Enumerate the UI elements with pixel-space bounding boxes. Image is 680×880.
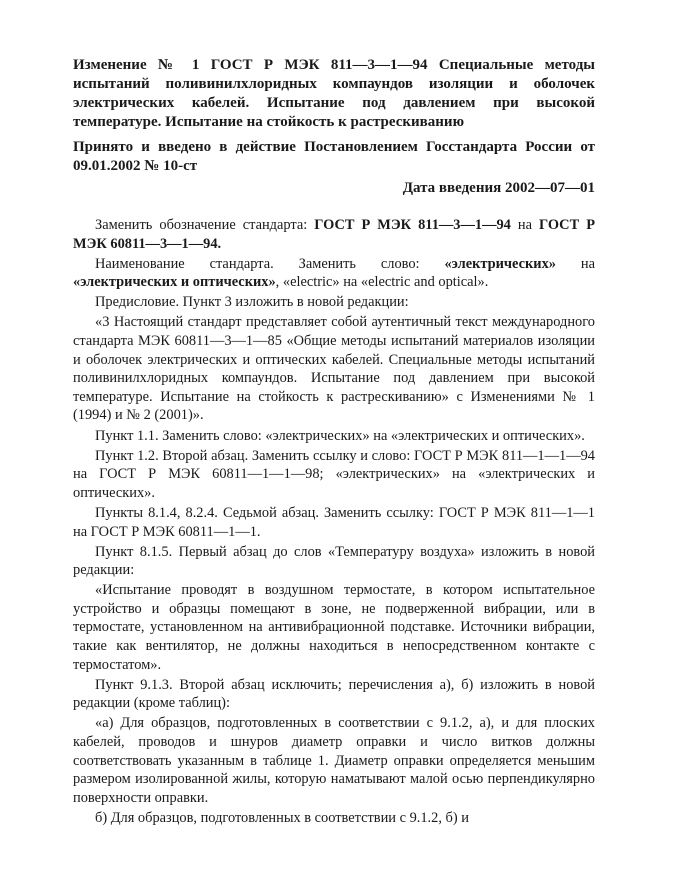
text-run: на bbox=[510, 217, 540, 233]
paragraph-clause-1-2: Пункт 1.2. Второй абзац. Заменить ссылку и слово: ГОСТ Р МЭК 811—1—1—94 на ГОСТ Р МЭК 60811—1—1—98; «электрических» на «электрических и оптических». bbox=[73, 447, 595, 501]
paragraph-foreword-item-3: «3 Настоящий стандарт представляет собой аутентичный текст международного стандарта МЭК 60811—3—1—85 «Общие методы испытаний материалов изоляции и оболочек электрических и оптических кабелей. Специальные методы испытаний поливинилхлоридных компаундов. Испытание под давлением при высокой температуре. Испытание на стойкость к растрескиванию» с Изменениями № 1 (1994) и № 2 (2001)». bbox=[73, 314, 595, 424]
document-page bbox=[73, 56, 595, 829]
paragraph-clause-8-1-5-text: «Испытание проводят в воздушном термостате, в котором испытательное устройство и образцы помещают в зоне, не подверженной вибрации, или в термостате, установленном на антивибрационной подставке. Источники вибрации, такие как вентилятор, не должны находиться в непосредственном контакте с термостатом». bbox=[73, 582, 595, 673]
adoption-statement: Принято и введено в действие Постановлением Госстандарта России от 09.01.2002 № 10-ст bbox=[73, 139, 595, 174]
text-run: Заменить обозначение стандарта: bbox=[95, 217, 315, 233]
old-designation: ГОСТ Р МЭК 811—3—1—94 bbox=[314, 217, 511, 233]
new-word: «электрических и оптических» bbox=[73, 274, 276, 291]
paragraph-standard-name bbox=[73, 255, 595, 292]
text-run: на bbox=[555, 255, 596, 272]
paragraph-clause-8-1-5: Пункт 8.1.5. Первый абзац до слов «Температуру воздуха» изложить в новой редакции: bbox=[73, 543, 595, 579]
effective-date: Дата введения 2002—07—01 bbox=[402, 180, 595, 196]
new-designation: ГОСТ Р МЭК 60811—3—1—94. bbox=[73, 217, 595, 252]
paragraph-clause-9-1-3: Пункт 9.1.3. Второй абзац исключить; перечисления а), б) изложить в новой редакции (кроме таблиц): bbox=[73, 676, 595, 712]
text-run: Наименование стандарта. Заменить слово: bbox=[95, 255, 445, 272]
amendment-title: Изменение № 1 ГОСТ Р МЭК 811—3—1—94 Специальные методы испытаний поливинилхлоридных компаундов изоляции и оболочек электрических кабелей. Испытание под давлением при высокой температуре. Испытание на стойкость к растрескиванию bbox=[73, 57, 595, 130]
text-run: , «electric» на «electric and optical». bbox=[275, 274, 489, 291]
paragraph-clause-1-1: Пункт 1.1. Заменить слово: «электрических» на «электрических и оптических». bbox=[95, 427, 585, 444]
paragraph-clauses-8-1-4-8-2-4: Пункты 8.1.4, 8.2.4. Седьмой абзац. Заменить ссылку: ГОСТ Р МЭК 811—1—1 на ГОСТ Р МЭК 60811—1—1. bbox=[73, 504, 595, 540]
paragraph-enumeration-b: б) Для образцов, подготовленных в соответствии с 9.1.2, б) и bbox=[95, 809, 469, 826]
paragraph-enumeration-a: «а) Для образцов, подготовленных в соответствии с 9.1.2, а), и для плоских кабелей, проводов и шнуров диаметр оправки и число витков должны соответствовать указанным в таблице 1. Диаметр оправки определяется меньшим размером изолированной жилы, которую наматывают малой осью перпендикулярно поверхности оправки. bbox=[73, 715, 595, 806]
paragraph-foreword: Предисловие. Пункт 3 изложить в новой редакции: bbox=[95, 294, 409, 311]
paragraph-standard-designation bbox=[73, 216, 595, 253]
old-word: «электрических» bbox=[444, 255, 556, 272]
